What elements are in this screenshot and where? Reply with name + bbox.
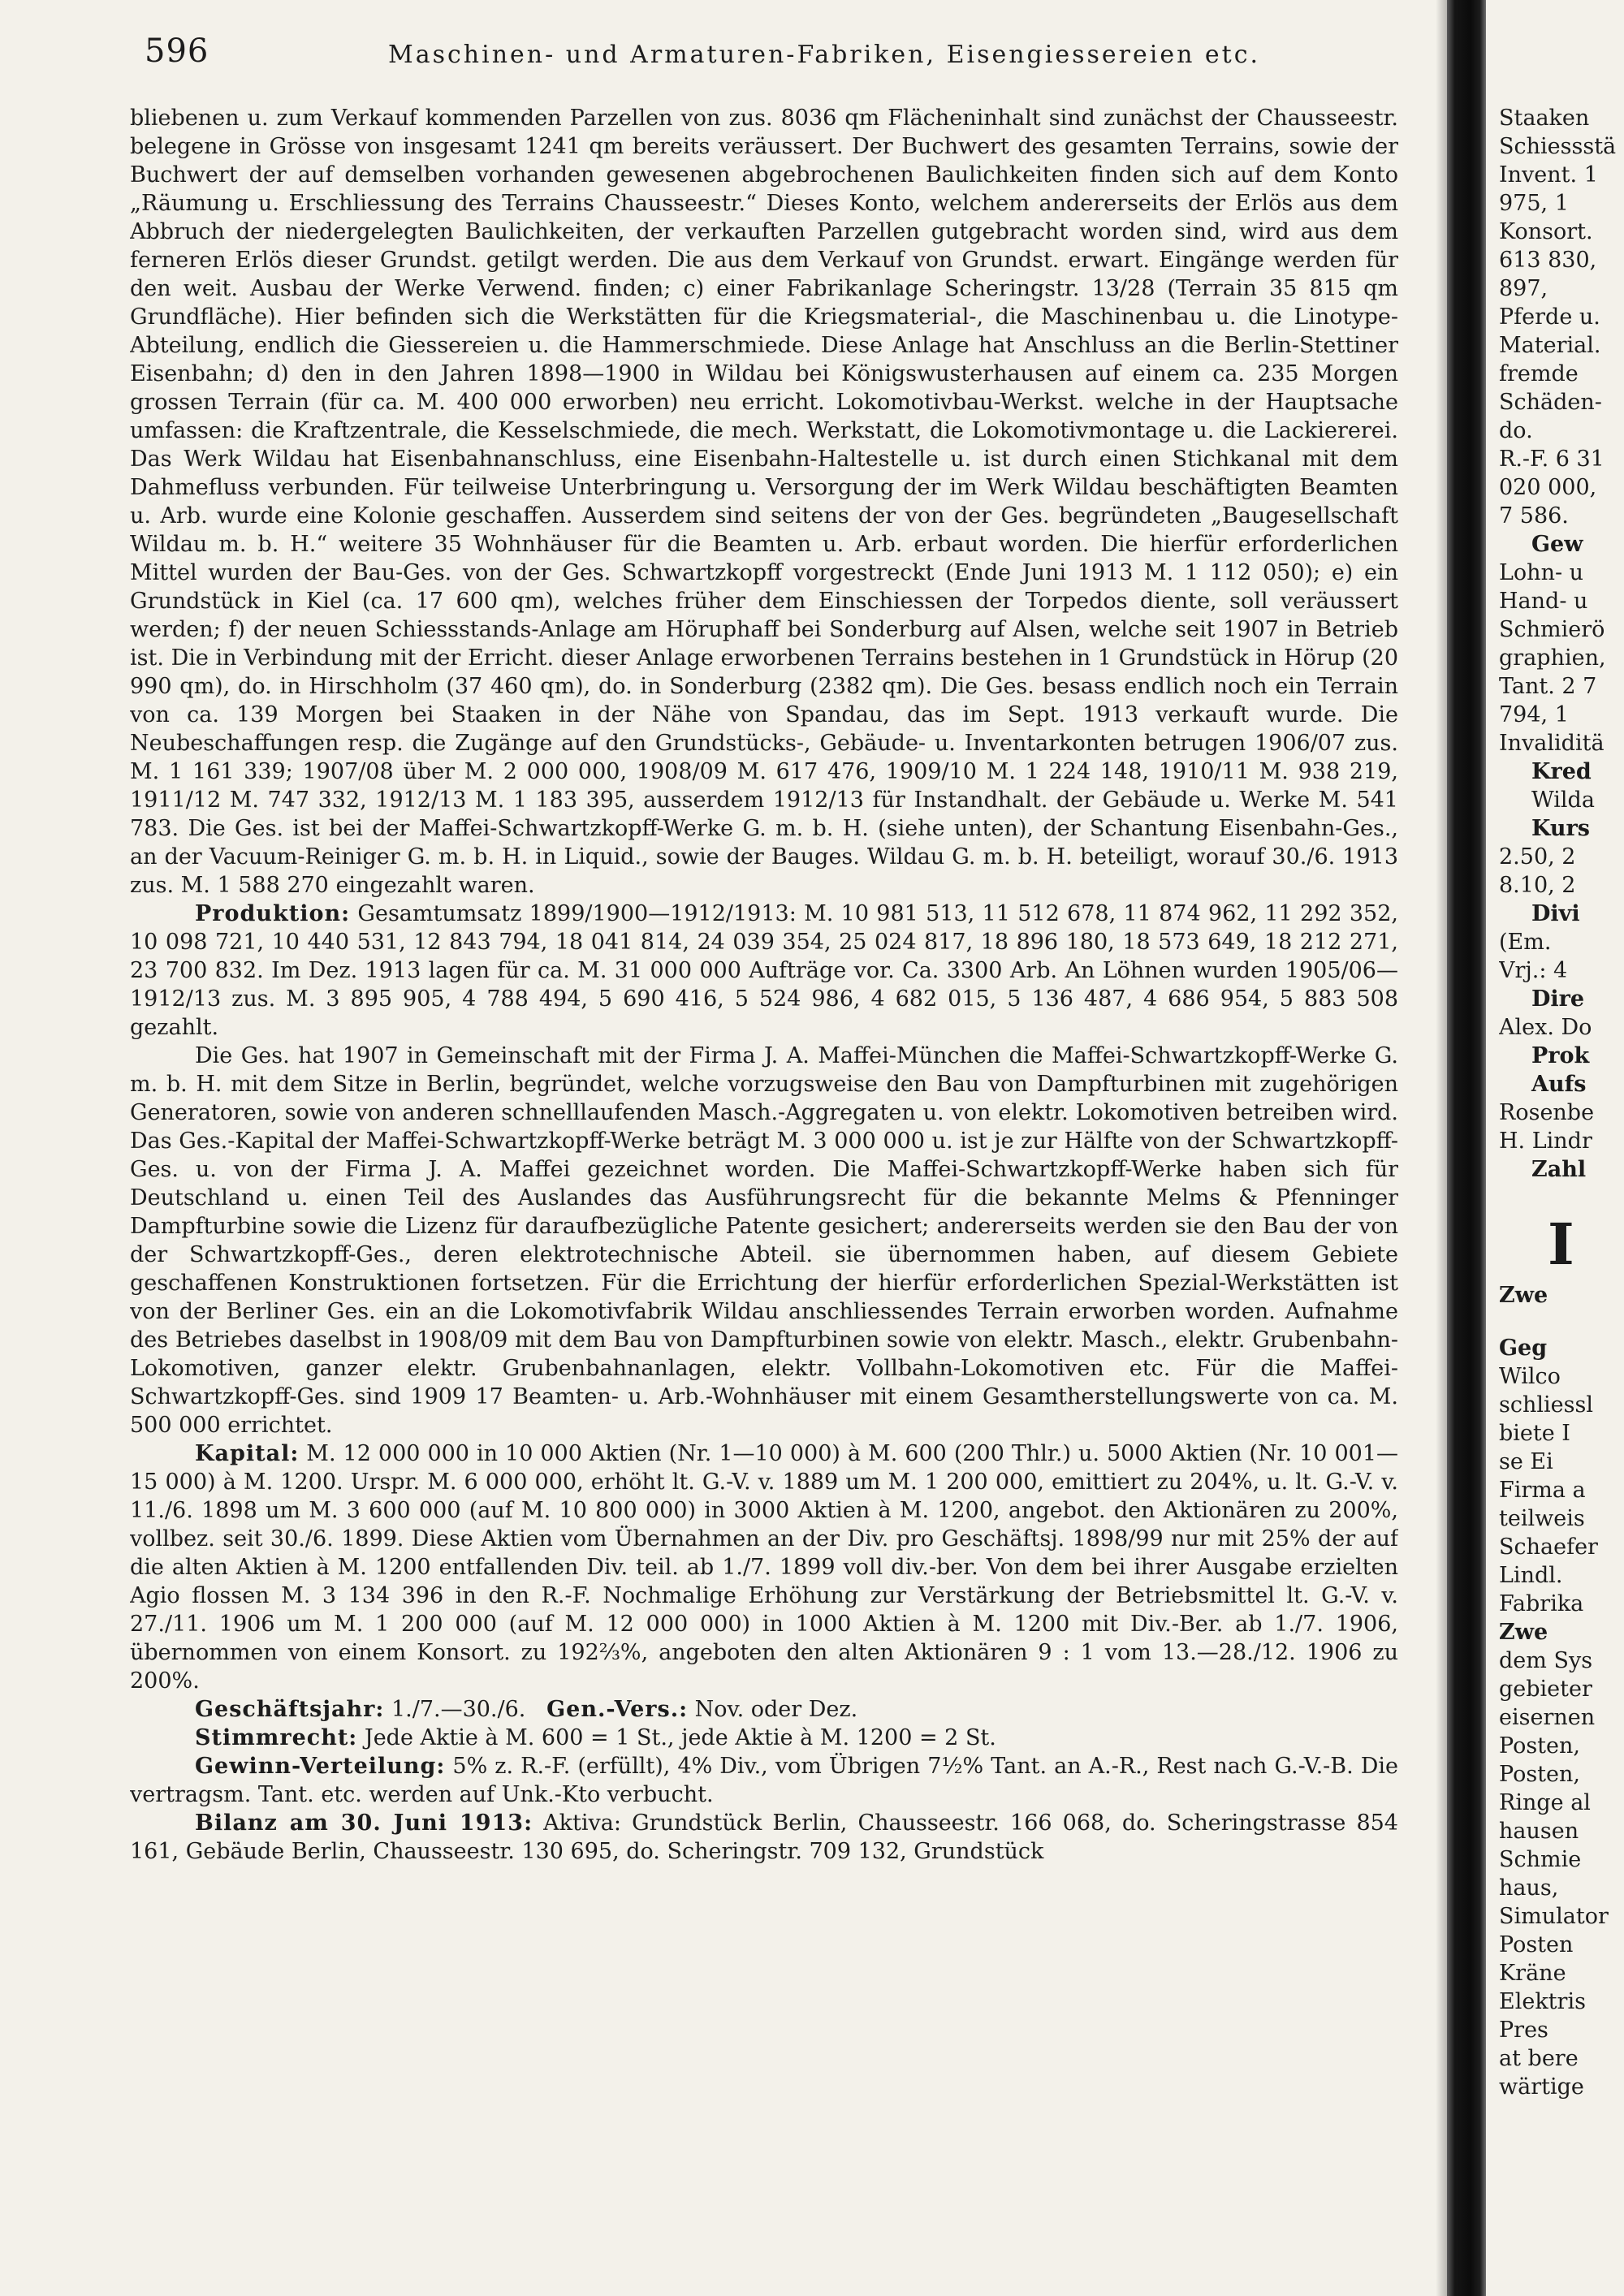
facing-page-line: 975, 1 xyxy=(1499,191,1569,216)
label-general-meeting: Gen.-Vers.: xyxy=(546,1697,689,1722)
facing-page-line: 8.10, 2 xyxy=(1499,873,1576,898)
page-number: 596 xyxy=(145,32,209,70)
facing-page-line: Lindl. xyxy=(1499,1563,1563,1588)
text-voting-right: Jede Aktie à M. 600 = 1 St., jede Aktie à M. 1200 = 2 St. xyxy=(357,1725,996,1750)
text-balance: Aktiva: Grundstück Berlin, Chausseestr. 166 068, do. Scheringstrasse 854 161, Gebäude Berlin, Chausseestr. 130 695, do. Scheringstr. 709 132, Grundstück xyxy=(130,1810,1398,1864)
facing-page-line: hausen xyxy=(1499,1819,1579,1844)
facing-page-line: Invaliditä xyxy=(1499,731,1605,756)
facing-page-line: Dire xyxy=(1531,986,1585,1012)
facing-page-line: R.-F. 6 31 xyxy=(1499,447,1605,472)
facing-page-line: Posten xyxy=(1499,1932,1574,1957)
facing-page-line: 7 586. xyxy=(1499,503,1569,529)
paragraph-voting-right xyxy=(130,1724,1398,1752)
facing-page-line: Elektris xyxy=(1499,1989,1586,2014)
facing-page-line: Aufs xyxy=(1531,1072,1587,1097)
facing-page-line: 2.50, 2 xyxy=(1499,844,1576,870)
paragraph-property-description: bliebenen u. zum Verkauf kommenden Parzellen von zus. 8036 qm Flächeninhalt sind zunächst der Chausseestr. belegene in Grösse von insgesamt 1241 qm bereits veräussert. Der Buchwert des gesamten Terrains, sowie der Buchwert der auf demselben vorhanden gewesenen abgebrochenen Baulichkeiten finden sich auf dem Konto „Räumung u. Erschliessung des Terrains Chausseestr.“ Dieses Konto, welchem andererseits der Erlös aus dem Abbruch der niedergelegten Baulichkeiten, der verkauften Parzellen gutgebracht worden sind, wird aus dem ferneren Erlös dieser Grundst. getilgt werden. Die aus dem Verkauf von Grundst. erwart. Eingänge werden für den weit. Ausbau der Werke Verwend. finden; c) einer Fabrikanlage Scheringstr. 13/28 (Terrain 35 815 qm Grundfläche). Hier befinden sich die Werkstätten für die Kriegsmaterial-, die Maschinenbau u. die Linotype-Abteilung, endlich die Giessereien u. die Hammerschmiede. Diese Anlage hat Anschluss an die Berlin-Stettiner Eisenbahn; d) den in den Jahren 1898—1900 in Wildau bei Königswusterhausen auf einem ca. 235 Morgen grossen Terrain (für ca. M. 400 000 erworben) neu erricht. Lokomotivbau-Werkst. welche in der Hauptsache umfassen: die Kraftzentrale, die Kesselschmiede, die mech. Werkstatt, die Lokomotivmontage u. die Lackiererei. Das Werk Wildau hat Eisenbahnanschluss, eine Eisenbahn-Haltestelle u. ist durch einen Stichkanal mit dem Dahmefluss verbunden. Für teilweise Unterbringung u. Versorgung der im Werk Wildau beschäftigten Beamten u. Arb. wurde eine Kolonie geschaffen. Ausserdem sind seitens der von der Ges. begründeten „Baugesellschaft Wildau m. b. H.“ weitere 35 Wohnhäuser für die Beamten u. Arb. erbaut worden. Die hierfür erforderlichen Mittel wurden der Bau-Ges. von der Ges. Schwartzkopff vorgestreckt (Ende Juni 1913 M. 1 112 050); e) ein Grundstück in Kiel (ca. 17 600 qm), welches früher dem Einschiessen der Torpedos diente, soll veräussert werden; f) der neuen Schiessstands-Anlage am Höruphaff bei Sonderburg auf Alsen, welche seit 1907 in Betrieb ist. Die in Verbindung mit der Erricht. dieser Anlage erworbenen Terrains bestehen in 1 Grundstück in Hörup (20 990 qm), do. in Hirschholm (37 460 qm), do. in Sonderburg (2382 qm). Die Ges. besass endlich noch ein Terrain von ca. 139 Morgen bei Staaken in der Nähe von Spandau, das im Sept. 1913 verkauft wurde. Die Neubeschaffungen resp. die Zugänge auf den Grundstücks-, Gebäude- u. Inventarkonten betrugen 1906/07 zus. M. 1 161 339; 1907/08 über M. 2 000 000, 1908/09 M. 617 476, 1909/10 M. 1 224 148, 1910/11 M. 938 219, 1911/12 M. 747 332, 1912/13 M. 1 183 395, ausserdem 1912/13 für Instandhalt. der Gebäude u. Werke M. 541 783. Die Ges. ist bei der Maffei-Schwartzkopff-Werke G. m. b. H. (siehe unten), der Schantung Eisenbahn-Ges., an der Vacuum-Reiniger G. m. b. H. in Liquid., sowie der Bauges. Wildau G. m. b. H. beteiligt, worauf 30./6. 1913 zus. M. 1 588 270 eingezahlt waren. xyxy=(130,106,1398,898)
facing-page-line: Kurs xyxy=(1531,816,1590,841)
facing-page-line: I xyxy=(1548,1211,1574,1278)
facing-page-line: do. xyxy=(1499,418,1533,443)
facing-page-line: schliessl xyxy=(1499,1392,1593,1418)
facing-page-line: biete I xyxy=(1499,1421,1570,1446)
facing-page-line: Schmierö xyxy=(1499,617,1605,642)
label-capital: Kapital: xyxy=(195,1441,300,1466)
facing-page-line: Material. xyxy=(1499,333,1601,358)
facing-page-line: Schaefer xyxy=(1499,1534,1598,1560)
text-capital: M. 12 000 000 in 10 000 Aktien (Nr. 1—10 000) à M. 600 (200 Thlr.) u. 5000 Aktien (Nr. 10 001—15 000) à M. 1200. Urspr. M. 6 000 000, erhöht lt. G.-V. v. 1889 um M. 1 200 000, emittiert zu 204%, u. lt. G.-V. v. 11./6. 1898 um M. 3 600 000 (auf M. 10 800 000) in 3000 Aktien à M. 1200, angebot. den Aktionären zu 200%, vollbez. seit 30./6. 1899. Diese Aktien vom Übernahmen an der Div. pro Geschäftsj. 1898/99 nur mit 25% der auf die alten Aktien à M. 1200 entfallenden Div. teil. ab 1./7. 1899 voll div.-ber. Von dem bei ihrer Ausgabe erzielten Agio flossen M. 3 134 396 in den R.-F. Nochmalige Erhöhung zur Verstärkung der Betriebsmittel lt. G.-V. v. 27./11. 1906 um M. 1 200 000 (auf M. 12 000 000) in 1000 Aktien à M. 1200 mit Div.-Ber. ab 1./7. 1906, übernommen von einem Konsort. zu 192⅔%, angeboten den alten Aktionären 9 : 1 vom 13.—28./12. 1906 zu 200%. xyxy=(130,1441,1398,1694)
facing-page-line: Geg xyxy=(1499,1336,1548,1361)
facing-page-line: Ringe al xyxy=(1499,1790,1591,1815)
facing-page-line: Kräne xyxy=(1499,1961,1566,1986)
facing-page-line: graphien, xyxy=(1499,645,1606,671)
facing-page-line: Kred xyxy=(1531,759,1592,784)
facing-page-line: Fabrika xyxy=(1499,1591,1584,1616)
facing-page-line: 613 830, xyxy=(1499,248,1597,273)
facing-page-line: Prok xyxy=(1531,1043,1590,1068)
facing-page-line: Firma a xyxy=(1499,1478,1586,1503)
facing-page-line: Schäden- xyxy=(1499,390,1602,415)
facing-page-line: Invent. 1 xyxy=(1499,162,1598,188)
facing-page-line: (Em. xyxy=(1499,930,1552,955)
facing-page-column xyxy=(1499,104,1624,2264)
facing-page-line: Gew xyxy=(1531,532,1583,557)
paragraph-balance xyxy=(130,1809,1398,1866)
text-profit-distribution: 5% z. R.-F. (erfüllt), 4% Div., vom Übrigen 7½% Tant. an A.-R., Rest nach G.-V.-B. Die vertragsm. Tant. etc. werden auf Unk.-Kto verbucht. xyxy=(130,1754,1398,1807)
facing-page-line: haus, xyxy=(1499,1875,1559,1901)
facing-page-line: Lohn- u xyxy=(1499,560,1584,585)
page-header xyxy=(145,32,1452,81)
facing-page-line: se Ei xyxy=(1499,1449,1553,1474)
facing-page-line: 794, 1 xyxy=(1499,702,1569,727)
facing-page-line: Divi xyxy=(1531,901,1580,926)
label-voting-right: Stimmrecht: xyxy=(195,1725,358,1750)
facing-page-line: Rosenbe xyxy=(1499,1100,1595,1125)
label-balance: Bilanz am 30. Juni 1913: xyxy=(195,1810,533,1836)
main-text-column xyxy=(130,104,1398,2264)
paragraph-production xyxy=(130,900,1398,1042)
facing-page-line: Wilda xyxy=(1531,788,1595,813)
facing-page-line: wärtige xyxy=(1499,2074,1584,2100)
facing-page-line: dem Sys xyxy=(1499,1648,1593,1673)
paragraph-capital xyxy=(130,1439,1398,1695)
facing-page-line: Zwe xyxy=(1499,1620,1548,1645)
facing-page-line: Alex. Do xyxy=(1499,1015,1592,1040)
facing-page-line: Staaken xyxy=(1499,106,1590,131)
facing-page-line: Schiessstä xyxy=(1499,134,1617,159)
label-profit-distribution: Gewinn-Verteilung: xyxy=(195,1754,446,1779)
facing-page-line: at bere xyxy=(1499,2046,1579,2071)
text-general-meeting: Nov. oder Dez. xyxy=(688,1697,858,1722)
facing-page-line: Schmie xyxy=(1499,1847,1582,1872)
paragraph-maffei-schwartzkopff: Die Ges. hat 1907 in Gemeinschaft mit der Firma J. A. Maffei-München die Maffei-Schwartzkopff-Werke G. m. b. H. mit dem Sitze in Berlin, begründet, welche vorzugsweise den Bau von Dampfturbinen mit zugehörigen Generatoren, sowie von anderen schnelllaufenden Masch.-Aggregaten u. von elektr. Lokomotiven betreiben wird. Das Ges.-Kapital der Maffei-Schwartzkopff-Werke beträgt M. 3 000 000 u. ist je zur Hälfte von der Schwartzkopff-Ges. u. von der Firma J. A. Maffei gezeichnet worden. Die Maffei-Schwartzkopff-Werke haben sich für Deutschland u. einen Teil des Auslandes das Ausführungsrecht für die bekannte Melms & Pfenninger Dampfturbine sowie die Lizenz für daraufbezügliche Patente gesichert; andererseits werden sie den Bau der von der Schwartzkopff-Ges., deren elektrotechnische Abteil. sie übernommen haben, auf diesem Gebiete geschaffenen Konstruktionen fortsetzen. Für die Errichtung der hierfür erforderlichen Spezial-Werkstätten ist von der Berliner Ges. ein an die Lokomotivfabrik Wildau anschliessendes Terrain erworben worden. Aufnahme des Betriebes daselbst in 1908/09 mit dem Bau von Dampfturbinen sowie von elektr. Masch., elektr. Grubenbahn-Lokomotiven, ganzer elektr. Grubenbahnanlagen, elektr. Vollbahn-Lokomotiven etc. Für die Maffei-Schwartzkopff-Ges. sind 1909 17 Beamten- u. Arb.-Wohnhäuser mit einem Gesamtherstellungswerte von ca. M. 500 000 errichtet. xyxy=(130,1043,1398,1438)
facing-page-line: Zwe xyxy=(1499,1283,1548,1308)
facing-page-line: Konsort. xyxy=(1499,219,1593,244)
facing-page-line: Hand- u xyxy=(1499,589,1588,614)
paragraph-fiscal-year xyxy=(130,1695,1398,1724)
text-production: Gesamtumsatz 1899/1900—1912/1913: M. 10 981 513, 11 512 678, 11 874 962, 11 292 352, 10 098 721, 10 440 531, 12 843 794, 18 041 814, 24 039 354, 25 024 817, 18 896 180, 18 573 649, 18 212 271, 23 700 832. Im Dez. 1913 lagen für ca. M. 31 000 000 Aufträge vor. Ca. 3300 Arb. An Löhnen wurden 1905/06—1912/13 zus. M. 3 895 905, 4 788 494, 5 690 416, 5 524 986, 4 682 015, 5 136 487, 4 686 954, 5 883 508 gezahlt. xyxy=(130,901,1398,1040)
running-title: Maschinen- und Armaturen-Fabriken, Eisengiessereien etc. xyxy=(388,41,1261,69)
facing-page-line: fremde xyxy=(1499,361,1579,386)
paragraph-profit-distribution xyxy=(130,1752,1398,1809)
facing-page-line: Posten, xyxy=(1499,1733,1580,1759)
spacer xyxy=(1499,1184,1624,1208)
facing-page-line: Tant. 2 7 xyxy=(1499,674,1597,699)
book-gutter xyxy=(1447,0,1486,2296)
facing-page-line: Posten, xyxy=(1499,1762,1580,1787)
facing-page-line: 020 000, xyxy=(1499,475,1597,500)
facing-page-line: H. Lindr xyxy=(1499,1129,1592,1154)
facing-page-line: Wilco xyxy=(1499,1364,1561,1389)
facing-page-line: eisernen xyxy=(1499,1705,1596,1730)
facing-page-line: teilweis xyxy=(1499,1506,1585,1531)
label-fiscal-year: Geschäftsjahr: xyxy=(195,1697,385,1722)
facing-page-line: Zahl xyxy=(1531,1157,1587,1182)
facing-page-line: Vrj.: 4 xyxy=(1499,958,1568,983)
facing-page-line: Pres xyxy=(1499,2018,1548,2043)
facing-page-line: Simulator xyxy=(1499,1904,1609,1929)
facing-page-line: 897, xyxy=(1499,276,1548,301)
spacer xyxy=(1499,1310,1624,1334)
facing-page-line: Pferde u. xyxy=(1499,304,1600,330)
label-production: Produktion: xyxy=(195,901,351,926)
facing-page-line: gebieter xyxy=(1499,1677,1592,1702)
text-fiscal-year: 1./7.—30./6. xyxy=(384,1697,526,1722)
